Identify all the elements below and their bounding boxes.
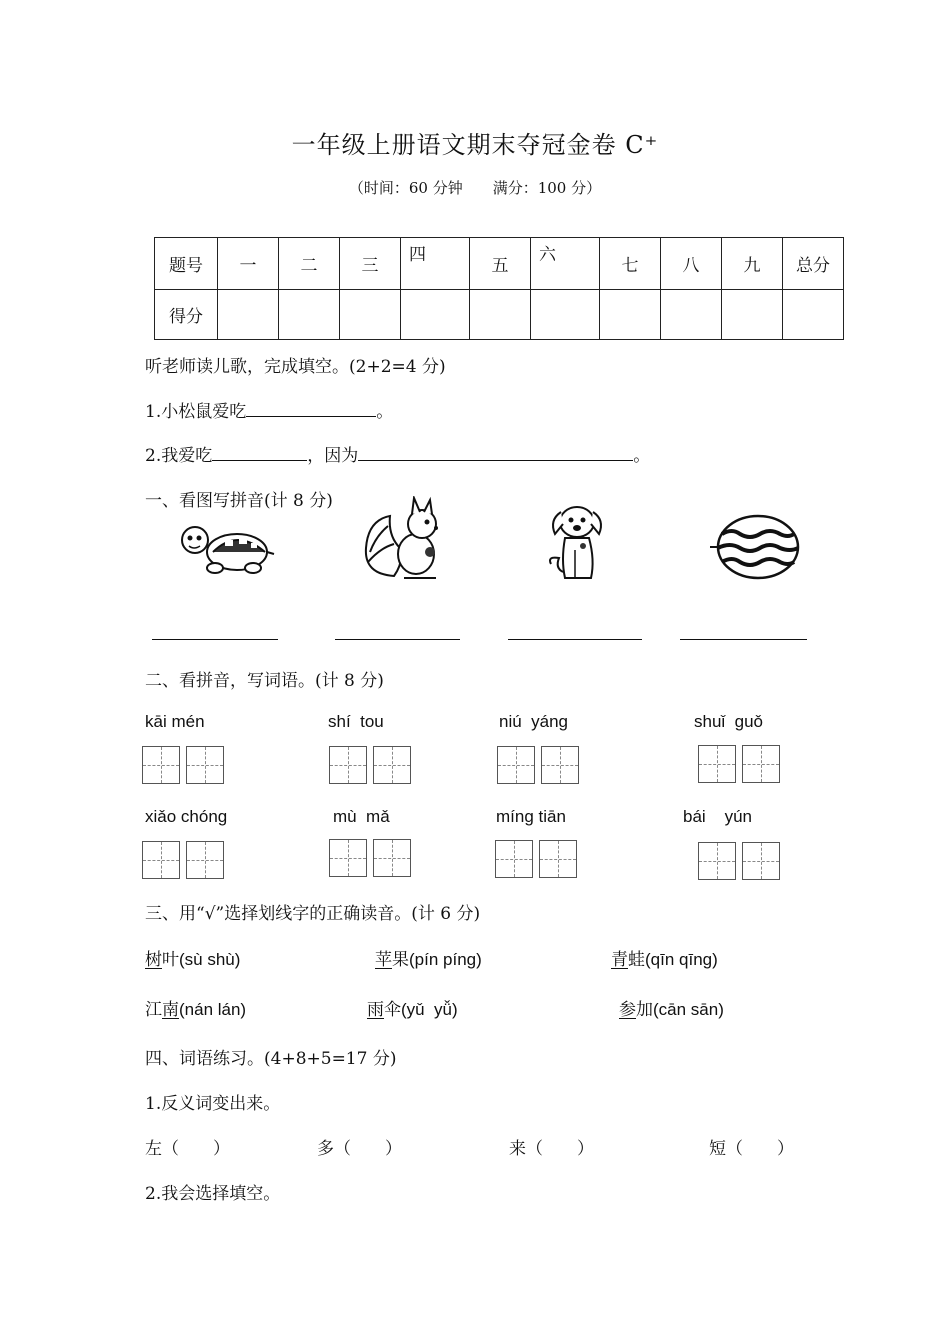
pinyin-label: shí tou: [328, 712, 384, 731]
underlined-char: 青: [611, 950, 628, 970]
q1-text: 1.小松鼠爱吃: [145, 402, 247, 422]
sub-question-1: 1.反义词变出来。: [145, 1094, 281, 1114]
writing-grid[interactable]: [142, 841, 180, 879]
table-cell: 总分: [783, 238, 844, 290]
pinyin-options: (cān sān): [653, 1000, 724, 1019]
writing-grid[interactable]: [373, 839, 411, 877]
pinyin-label: mù mǎ: [333, 807, 390, 826]
table-cell: 二: [279, 238, 340, 290]
pinyin-label: kāi mén: [145, 712, 205, 731]
antonym-item[interactable]: 来（ ）: [509, 1139, 594, 1159]
score-cell[interactable]: [340, 290, 401, 340]
pinyin-label: bái yún: [683, 807, 752, 826]
score-cell[interactable]: [470, 290, 531, 340]
table-cell: 题号: [155, 238, 218, 290]
underlined-char: 树: [145, 950, 162, 970]
score-cell[interactable]: [531, 290, 600, 340]
pinyin-options: (sù shù): [179, 950, 241, 969]
answer-blank[interactable]: [246, 400, 376, 417]
table-cell: 六: [531, 238, 600, 290]
pinyin-options: (nán lán): [179, 1000, 247, 1019]
underlined-char: 南: [162, 1000, 179, 1020]
q1-end: 。: [376, 402, 394, 422]
section4-heading: 四、词语练习。(4+8+5=17 分): [145, 1049, 397, 1069]
table-cell: 一: [218, 238, 279, 290]
pronunciation-item[interactable]: [367, 995, 458, 1020]
score-cell[interactable]: [279, 290, 340, 340]
exam-info: （时间：60 分钟 满分：100 分）: [348, 179, 602, 197]
char: 果: [392, 950, 409, 970]
answer-blank[interactable]: [358, 444, 633, 461]
underlined-char: 雨: [367, 1000, 384, 1020]
score-cell[interactable]: [401, 290, 470, 340]
score-cell[interactable]: [218, 290, 279, 340]
char: 江: [145, 1000, 162, 1020]
table-cell: 得分: [155, 290, 218, 340]
writing-grid[interactable]: [329, 746, 367, 784]
pronunciation-item[interactable]: [145, 945, 240, 970]
char: 蛙: [628, 950, 645, 970]
antonym-item[interactable]: 短（ ）: [709, 1139, 794, 1159]
score-cell[interactable]: [661, 290, 722, 340]
pronunciation-item[interactable]: [611, 945, 718, 970]
puppy-icon: [545, 498, 610, 582]
table-cell: 四: [401, 238, 470, 290]
char: 伞: [384, 1000, 401, 1020]
table-cell: 三: [340, 238, 401, 290]
pronunciation-item[interactable]: [145, 995, 246, 1020]
pronunciation-item[interactable]: [375, 945, 482, 970]
char: 加: [636, 1000, 653, 1020]
writing-grid[interactable]: [742, 842, 780, 880]
writing-grid[interactable]: [142, 746, 180, 784]
writing-grid[interactable]: [698, 745, 736, 783]
writing-grid[interactable]: [186, 841, 224, 879]
table-row: [155, 290, 844, 340]
pronunciation-item[interactable]: [619, 995, 724, 1020]
watermelon-icon: [708, 512, 803, 582]
table-cell: 七: [600, 238, 661, 290]
squirrel-icon: [360, 496, 450, 582]
score-cell[interactable]: [783, 290, 844, 340]
pinyin-label: niú yáng: [499, 712, 568, 731]
q2-text-b: ，因为: [307, 446, 359, 466]
antonym-item[interactable]: 多（ ）: [317, 1139, 402, 1159]
writing-grid[interactable]: [698, 842, 736, 880]
sub-question-2: 2.我会选择填空。: [145, 1184, 281, 1204]
char: 叶: [162, 950, 179, 970]
pinyin-options: (qīn qīng): [645, 950, 718, 969]
writing-grid[interactable]: [539, 840, 577, 878]
underlined-char: 苹: [375, 950, 392, 970]
answer-line[interactable]: [335, 638, 460, 640]
score-cell[interactable]: [722, 290, 783, 340]
pinyin-options: (pín píng): [409, 950, 482, 969]
listening-q2: [145, 441, 650, 466]
table-cell: 八: [661, 238, 722, 290]
listening-heading: 听老师读儿歌，完成填空。(2+2=4 分): [145, 357, 446, 377]
answer-line[interactable]: [152, 638, 278, 640]
q2-end: 。: [633, 446, 651, 466]
writing-grid[interactable]: [329, 839, 367, 877]
listening-q1: [145, 397, 393, 422]
score-table: [154, 237, 844, 340]
answer-blank[interactable]: [212, 444, 307, 461]
section3-heading: 三、用“√”选择划线字的正确读音。(计 6 分): [145, 904, 481, 924]
section2-heading: 二、看拼音，写词语。(计 8 分): [145, 671, 384, 691]
writing-grid[interactable]: [541, 746, 579, 784]
table-row: [155, 238, 844, 290]
table-cell: 九: [722, 238, 783, 290]
pinyin-label: míng tiān: [496, 807, 566, 826]
writing-grid[interactable]: [373, 746, 411, 784]
pinyin-options: (yǔ yǚ): [401, 1000, 458, 1019]
q2-text-a: 2.我爱吃: [145, 446, 213, 466]
answer-line[interactable]: [508, 638, 642, 640]
turtle-icon: [175, 518, 275, 578]
writing-grid[interactable]: [497, 746, 535, 784]
pinyin-label: shuǐ guǒ: [694, 712, 763, 731]
page-title: 一年级上册语文期末夺冠金卷 C⁺: [291, 131, 659, 159]
writing-grid[interactable]: [495, 840, 533, 878]
table-cell: 五: [470, 238, 531, 290]
answer-line[interactable]: [680, 638, 807, 640]
section1-heading: 一、看图写拼音(计 8 分): [145, 491, 333, 511]
underlined-char: 参: [619, 1000, 636, 1020]
antonym-item[interactable]: 左（ ）: [145, 1139, 230, 1159]
score-cell[interactable]: [600, 290, 661, 340]
writing-grid[interactable]: [186, 746, 224, 784]
writing-grid[interactable]: [742, 745, 780, 783]
pinyin-label: xiǎo chóng: [145, 807, 228, 826]
